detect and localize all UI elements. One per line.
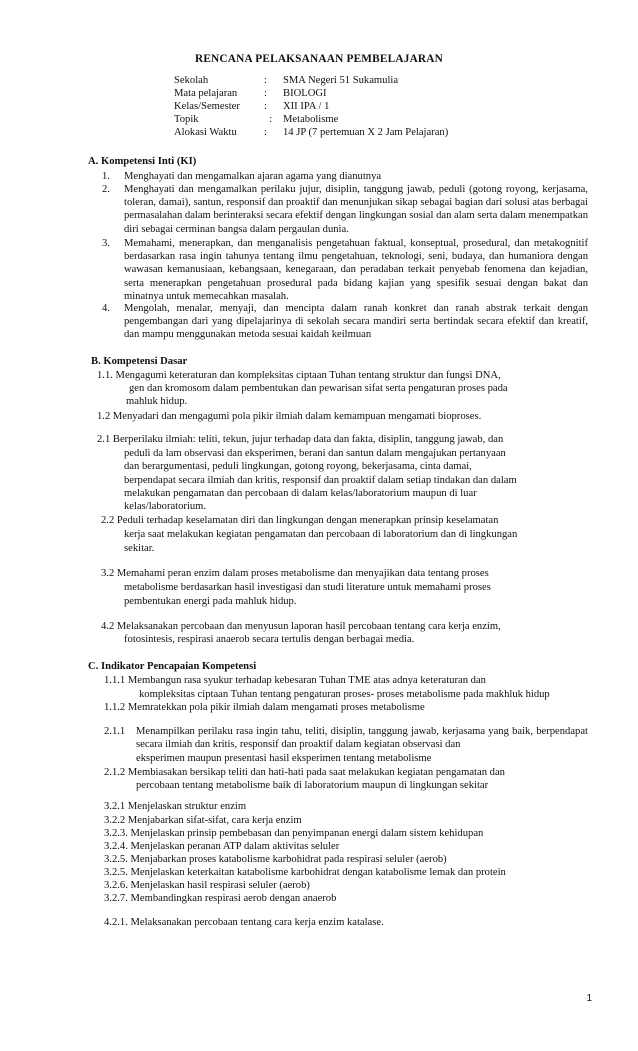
kd-line: sekitar. [124, 543, 155, 554]
ipk-line: 1.1.1 Membangun rasa syukur terhadap kebesaran Tuhan TME atas adnya keteraturan dan [104, 675, 486, 686]
meta-key: Alokasi Waktu [174, 127, 237, 139]
ki-item [102, 237, 588, 303]
kd-line: gen dan kromosom dalam pembentukan dan pewarisan sifat serta pengaturan proses pada [129, 383, 508, 394]
kd-line: 1.1. Mengagumi keteraturan dan kompleksitas ciptaan Tuhan tentang struktur dan fungsi DNA, [97, 370, 501, 381]
ipk-line: 4.2.1. Melaksanakan percobaan tentang cara kerja enzim katalase. [104, 917, 384, 928]
ipk-line: percobaan tentang metabolisme baik di laboratorium maupun di lingkungan sekitar [136, 780, 489, 791]
ipk-list-item: 3.2.3. Menjelaskan prinsip pembebasan dan penyimpanan energi dalam sistem kehidupan [104, 828, 484, 839]
page-number: 1 [586, 993, 592, 1004]
meta-value: 14 JP (7 pertemuan X 2 Jam Pelajaran) [283, 127, 449, 139]
meta-value: BIOLOGI [283, 88, 327, 100]
kd-line: kelas/laboratorium. [124, 501, 207, 512]
meta-row: Mata pelajaran : BIOLOGI [174, 88, 327, 100]
meta-row: Topik : Metabolisme [174, 114, 339, 126]
ki-text: Mengolah, menalar, menyaji, dan mencipta dalam ranah konkret dan ranah abstrak terkait dengan pengembangan dari yang dipelajarinya di sekolah secara mandiri serta bertindak secara efektif dan kreatif, dan mampu menggunakan metoda sesuai kaidah keilmuan [124, 303, 588, 341]
kd-line: 2.2 Peduli terhadap keselamatan diri dan lingkungan dengan menerapkan prinsip keselamatan [101, 515, 499, 526]
identity-table [174, 74, 448, 139]
ipk-list-item: 3.2.7. Membandingkan respirasi aerob dengan anaerob [104, 893, 337, 904]
ipk-list-item: 3.2.5. Menjelaskan keterkaitan katabolisme karbohidrat dengan katabolisme lemak dan protein [104, 867, 506, 878]
ki-item [102, 302, 588, 342]
ki-number: 1. [102, 171, 110, 182]
section-heading-kd: B. Kompetensi Dasar [91, 356, 188, 367]
kd-line: dan berargumentasi, peduli lingkungan, gotong royong, bekerjasama, cinta damai, [124, 461, 472, 472]
ipk-item [104, 725, 588, 751]
section-heading-ipk: C. Indikator Pencapaian Kompetensi [88, 661, 257, 672]
kd-line: pembentukan energi pada mahluk hidup. [124, 596, 297, 607]
ipk-list-item: 3.2.6. Menjelaskan hasil respirasi seluler (aerob) [104, 880, 310, 891]
meta-row: Sekolah : SMA Negeri 51 Sukamulia [174, 75, 399, 86]
meta-row: Kelas/Semester : XII IPA / 1 [174, 101, 330, 113]
kd-line: melakukan pengamatan dan percobaan di dalam kelas/laboratorium maupun di luar [124, 488, 477, 499]
ki-text: Menghayati dan mengamalkan ajaran agama yang dianutnya [124, 171, 382, 182]
ipk-list-item: 3.2.1 Menjelaskan struktur enzim [104, 801, 247, 812]
meta-value: Metabolisme [283, 114, 339, 126]
meta-value: SMA Negeri 51 Sukamulia [283, 75, 399, 86]
ki-number: 4. [102, 303, 110, 314]
kd-line: peduli da lam observasi dan eksperimen, berani dan santun dalam mengajukan pertanyaan [124, 448, 506, 459]
ki-number: 3. [102, 238, 110, 249]
kd-line: 1.2 Menyadari dan mengagumi pola pikir ilmiah dalam kemampuan mengamati bioproses. [97, 411, 482, 422]
meta-key: Topik [174, 114, 199, 126]
kd-line: mahluk hidup. [126, 396, 188, 407]
meta-key: Mata pelajaran [174, 88, 238, 100]
kd-line: 3.2 Memahami peran enzim dalam proses metabolisme dan menyajikan data tentang proses [101, 568, 489, 579]
ki-item [102, 183, 588, 236]
ki-item [102, 170, 588, 183]
ki-text: Menghayati dan mengamalkan perilaku jujur, disiplin, tanggung jawab, peduli (gotong royong, kerjasama, toleran, damai), santun, responsif dan proaktif dan menunjukan sikap sebagai bagian dari solusi atas berbagai permasalahan dalam berinteraksi secara efektif dengan lingkungan sosial dan alam serta dalam menempatkan diri sebagai cerminan bangsa dalam pergaulan dunia. [124, 184, 588, 235]
kd-line: fotosintesis, respirasi anaerob secara tertulis dengan berbagai media. [124, 634, 415, 645]
meta-row: Alokasi Waktu : 14 JP (7 pertemuan X 2 Jam Pelajaran) [174, 127, 449, 139]
ipk-line: 1.1.2 Memratekkan pola pikir ilmiah dalam mengamati proses metabolisme [104, 702, 425, 713]
document-title: RENCANA PELAKSANAAN PEMBELAJARAN [194, 53, 444, 65]
ipk-number: 2.1.1 [104, 726, 126, 737]
ipk-text: Menampilkan perilaku rasa ingin tahu, teliti, disiplin, tanggung jawab, kerjasama yang baik, berpendapat secara ilmiah dan kritis, responsif dan proaktif dalam kegiatan observasi dan [136, 726, 588, 751]
meta-key: Kelas/Semester [174, 101, 240, 113]
section-heading-ki: A. Kompetensi Inti (KI) [88, 156, 197, 167]
ki-number: 2. [102, 184, 110, 195]
ipk-line: 2.1.2 Membiasakan bersikap teliti dan hati-hati pada saat melakukan kegiatan pengamatan dan [104, 767, 505, 778]
kd-line: kerja saat melakukan kegiatan pengamatan dan percobaan di laboratorium dan di lingkungan [124, 529, 518, 540]
ki-text: Memahami, menerapkan, dan menganalisis pengetahuan faktual, konseptual, prosedural, dan metakognitif berdasarkan rasa ingin tahunya tentang ilmu pengetahuan, teknologi, seni, budaya, dan humaniora dengan wawasan kemanusiaan, kebangsaan, kenegaraan, dan peradaban terkait penyebab fenomena dan kejadian, serta menerapkan pengetahuan prosedural pada bidang kajian yang spesifik sesuai dengan bakat dan minatnya untuk memecahkan masalah. [124, 238, 588, 302]
ipk-line: kompleksitas ciptaan Tuhan tentang pengaturan proses- proses metabolisme pada makhluk hidup [139, 689, 550, 700]
ipk-list-item: 3.2.4. Menjelaskan peranan ATP dalam aktivitas seluler [104, 841, 340, 852]
meta-key: Sekolah [174, 75, 209, 86]
kd-line: 2.1 Berperilaku ilmiah: teliti, tekun, jujur terhadap data dan fakta, disiplin, tanggung jawab, dan [97, 434, 504, 445]
ipk-list-item: 3.2.2 Menjabarkan sifat-sifat, cara kerja enzim [104, 815, 302, 826]
meta-value: XII IPA / 1 [283, 101, 330, 113]
kd-line: 4.2 Melaksanakan percobaan dan menyusun laporan hasil percobaan tentang cara kerja enzim, [101, 621, 501, 632]
kd-line: metabolisme berdasarkan hasil investigasi dan studi literature untuk memahami proses [124, 582, 491, 593]
ipk-line: eksperimen maupun presentasi hasil eksperimen tentang metabolisme [136, 753, 432, 764]
kd-line: berpendapat secara ilmiah dan kritis, responsif dan proaktif dalam setiap tindakan dan dalam [124, 475, 517, 486]
ipk-list-item: 3.2.5. Menjabarkan proses katabolisme karbohidrat pada respirasi seluler (aerob) [104, 854, 447, 865]
